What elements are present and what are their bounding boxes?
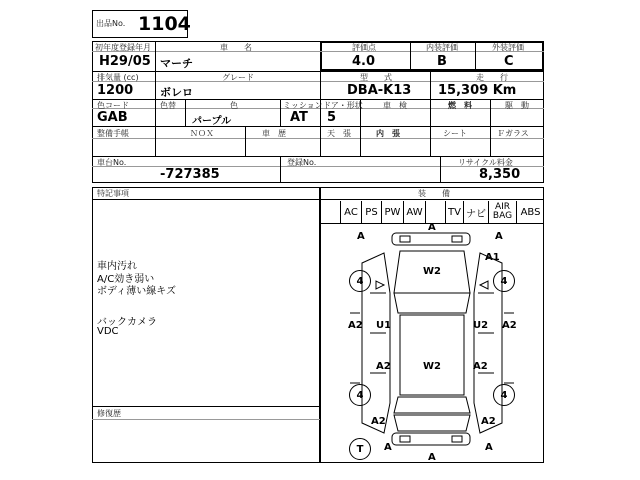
damage-mark: A (384, 442, 392, 453)
equip-ps: PS (362, 201, 382, 223)
repair-history-label: 修復歴 (97, 409, 121, 418)
damage-mark: A (495, 231, 503, 242)
note-line: ボディ薄い線キズ (97, 286, 176, 297)
damage-mark: A2 (481, 416, 496, 427)
recycle-value: 8,350 (479, 167, 521, 182)
tire-tread-badge: 4 (349, 270, 371, 292)
score-value: 4.0 (352, 54, 376, 69)
equip-blank (426, 201, 446, 223)
displacement-label: 排気量 (cc) (97, 73, 139, 82)
note-line: A/C効き弱い (97, 274, 155, 285)
interior-label: 内装評価 (426, 43, 458, 52)
equip-aw: AW (404, 201, 426, 223)
fuel-label: 燃 料 (448, 101, 472, 110)
damage-mark: A2 (502, 320, 517, 331)
car-damage-diagram (320, 223, 544, 463)
seat-label: シート (443, 129, 467, 138)
manual-label: 整備手帳 (97, 129, 129, 138)
first-reg-value: H29/05 (99, 54, 151, 69)
equip-navi: ナビ (464, 201, 489, 223)
nox-label: ＮＯＸ (190, 129, 214, 138)
mileage-label: 走 行 (476, 73, 508, 82)
tire-type-badge: T (349, 438, 371, 460)
note-line: VDC (97, 326, 119, 337)
car-name-value: マーチ (160, 57, 193, 70)
color-code-label: 色コード (97, 101, 129, 110)
inspection-label: 車 検 (383, 101, 407, 110)
damage-mark: W2 (423, 361, 441, 372)
damage-mark: A2 (473, 361, 488, 372)
note-line: 車内汚れ (97, 261, 137, 272)
damage-mark: A1 (485, 252, 500, 263)
damage-mark: A (428, 222, 436, 233)
exterior-label: 外装評価 (492, 43, 524, 52)
chassis-value: -727385 (160, 167, 220, 182)
chassis-label: 車台No. (97, 158, 127, 167)
color-label: 色 (230, 101, 238, 110)
door-value: 5 (327, 110, 337, 125)
model-label: 型 式 (360, 73, 392, 82)
reg-no-label: 登録No. (287, 158, 317, 167)
grade-label: グレード (222, 73, 254, 82)
equip-tv: TV (446, 201, 464, 223)
lot-number: 1104 (138, 13, 191, 35)
first-reg-label: 初年度登録年月 (95, 43, 151, 52)
damage-mark: A2 (376, 361, 391, 372)
car-name-label: 車 名 (220, 43, 252, 52)
damage-mark: A2 (371, 416, 386, 427)
equipment-label: 装 備 (418, 189, 450, 198)
door-label: ドア・形状 (323, 101, 363, 110)
tire-tread-badge: 4 (493, 384, 515, 406)
roof-label: 天 張 (327, 129, 351, 138)
interior-trim-label: 内 張 (376, 129, 400, 138)
lot-number-label: 出品No. (96, 19, 126, 28)
equip-airbag: AIR BAG (489, 201, 517, 223)
drive-label: 駆 動 (505, 101, 529, 110)
exterior-value: C (504, 54, 514, 69)
model-value: DBA-K13 (347, 83, 412, 98)
grade-value: ボレロ (160, 86, 193, 99)
equip-pw: PW (382, 201, 404, 223)
history-label: 車 歴 (262, 129, 286, 138)
equip-ac: AC (340, 201, 362, 223)
damage-mark: U1 (376, 320, 392, 331)
color-code-value: GAB (97, 110, 128, 125)
damage-mark: W2 (423, 266, 441, 277)
damage-mark: U2 (473, 320, 489, 331)
damage-mark: A2 (348, 320, 363, 331)
glass-label: Ｆガラス (497, 129, 529, 138)
notes-label: 特記事項 (97, 189, 129, 198)
tire-tread-badge: 4 (349, 384, 371, 406)
color-change-label: 色替 (160, 101, 176, 110)
note-line: バックカメラ (97, 317, 157, 328)
mission-value: AT (290, 110, 308, 125)
damage-mark: A (428, 452, 436, 463)
interior-value: B (437, 54, 447, 69)
mission-label: ミッション (283, 101, 323, 110)
equip-abs: ABS (520, 206, 541, 218)
damage-mark: A (357, 231, 365, 242)
tire-tread-badge: 4 (493, 270, 515, 292)
recycle-label: リサイクル料金 (458, 158, 513, 167)
mileage-value: 15,309 Km (438, 83, 517, 98)
displacement-value: 1200 (97, 83, 134, 98)
color-value: パープル (192, 116, 232, 127)
damage-mark: A (485, 442, 493, 453)
score-label: 評価点 (352, 43, 376, 52)
